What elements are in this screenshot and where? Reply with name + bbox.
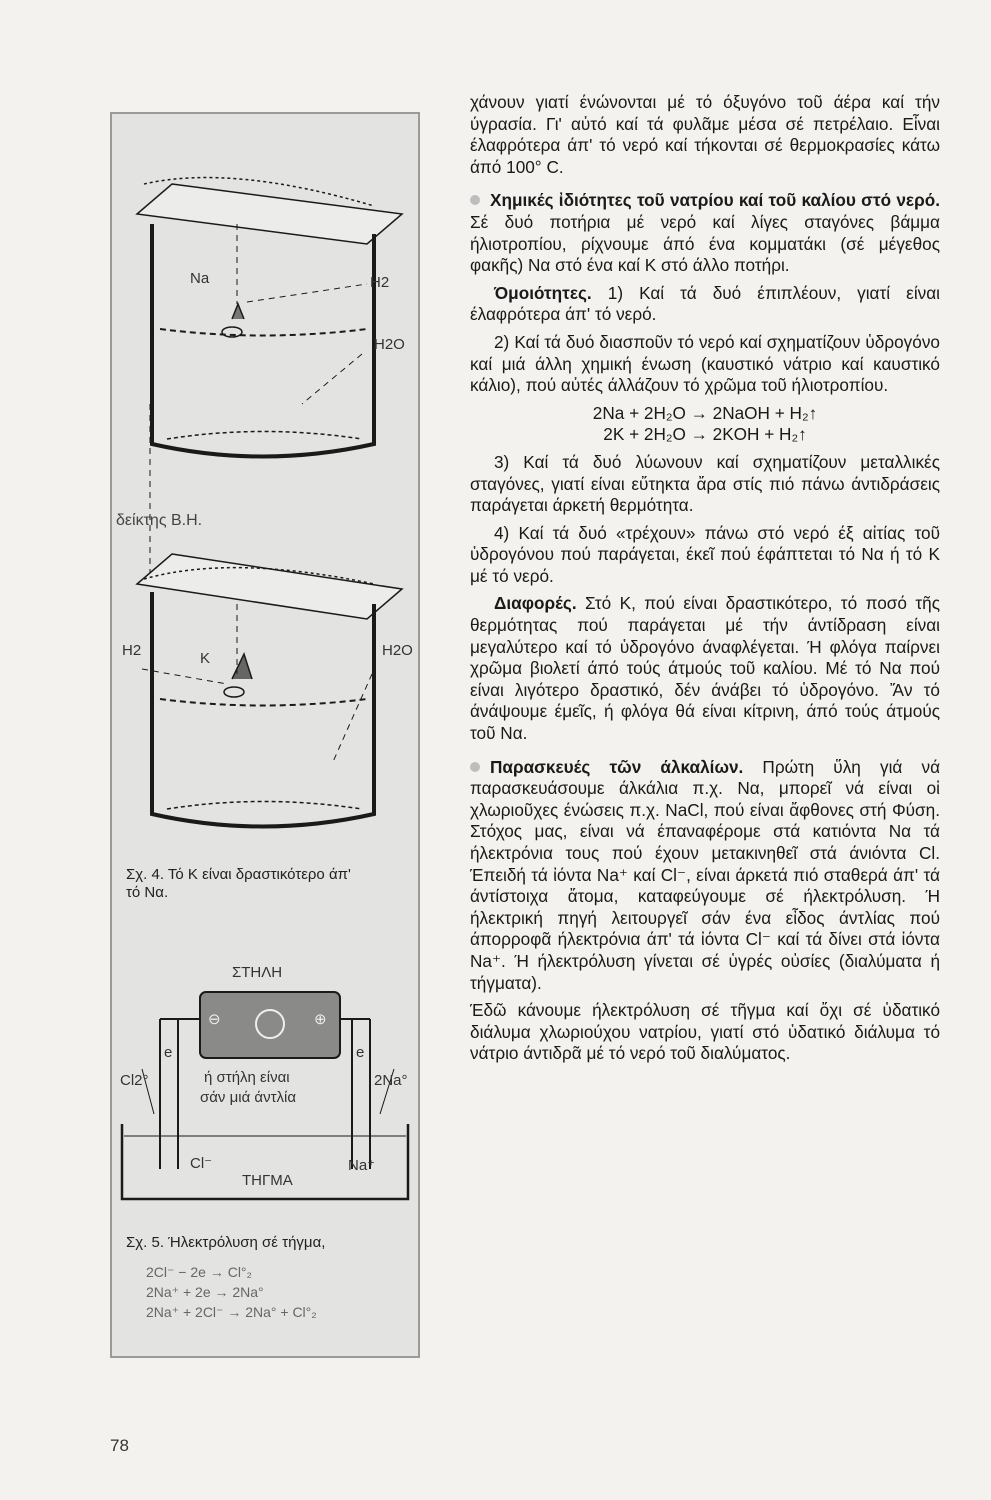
label-h2-top: H2: [370, 274, 390, 291]
h2-pointer-bottom: [142, 669, 227, 684]
chemical-properties-paragraph: [470, 190, 940, 276]
main-text-column: [470, 92, 940, 1071]
intro-paragraph: χάνουν γιατί ένώνονται μέ τό όξυγόνο τοῦ άέρα καί τήν ύγρασία. Γι' αὐτό καί τά φυλᾶμε μέσα σέ πετρέλαιο. Εἶναι έλαφρότερα άπ' τό νερό καί τήκονται σέ θερμοκρασίες κάτω άπό 100° C.: [470, 92, 940, 177]
similarities-item-3: 3) Καί τά δυό λύωνουν καί σχηματίζουν μεταλλικές σταγόνες, γιατί είναι εὔτηκτα ἄρα στίς πιό πάνω άντιδράσεις παράγεται άρκετή θερμότητα.: [470, 451, 940, 516]
glass-plate-bottom: [137, 554, 402, 619]
bullet-icon: [470, 195, 480, 205]
label-pump-line2: σάν μιά άντλία: [200, 1089, 297, 1106]
label-electron-right: e: [356, 1044, 365, 1061]
label-plus: ⊕: [314, 1011, 327, 1028]
preparation-heading: Παρασκευές τῶν άλκαλίων.: [490, 756, 744, 777]
label-electron-left: e: [164, 1044, 173, 1061]
left-electrode: [160, 1019, 200, 1169]
label-melt: ΤΗΓΜΑ: [242, 1172, 293, 1189]
beaker-bottom-top: [167, 432, 362, 440]
right-electrode: [340, 1019, 370, 1169]
figure5-equation-2: 2Na⁺ + 2e → 2Na°: [146, 1284, 264, 1300]
na-flame: [232, 304, 244, 319]
similarities-item-2: 2) Καί τά δυό διασποῦν τό νερό καί σχηματίζουν ὑδρογόνο καί μιά άλλη χημική ένωση (καυστικό νάτριο καί καυστικό κάλιο), πού αὐτές άλλάζουν τό χρῶμα τοῦ ήλιοτροπίου.: [470, 331, 940, 396]
similarities-heading: Όμοιότητες.: [494, 282, 592, 303]
beaker-wall-bottom: [152, 592, 374, 827]
label-battery: ΣΤΗΛΗ: [232, 964, 283, 981]
figure5-equation-3: 2Na⁺ + 2Cl⁻ → 2Na° + Cl°₂: [146, 1304, 317, 1320]
h2o-pointer-bottom: [332, 674, 372, 764]
label-h2o-bottom: H2O: [382, 642, 413, 659]
label-minus: ⊖: [208, 1011, 221, 1028]
figure4-caption-line2: τό Να.: [126, 884, 169, 901]
similarities-item-1: 1) Καί τά δυό έπιπλέουν, γιατί είναι έλαφρότερα άπ' τό νερό.: [470, 282, 940, 325]
similarities-paragraph-1: [470, 283, 940, 326]
differences-heading: Διαφορές.: [494, 593, 577, 614]
figure5-caption: Σχ. 5. Ήλεκτρόλυση σέ τήγμα,: [126, 1234, 326, 1251]
label-na: Na: [190, 270, 210, 287]
preparation-body: Πρώτη ὕλη γιά νά παρασκευάσουμε άλκάλια π.χ. Να, μπορεῖ νά είναι οἱ χλωριοῦχες ένώσεις π.χ. NaCl, πού είναι ἄφθονες στή Φύση. Στόχος μας, είναι νά έπαναφέρομε στά κατιόντα Να τά ήλεκτρόνια τους πού έχουν μετακινηθεῖ στά άνιόντα Cl. Έπειδή τά ἰόντα Na⁺ καί Cl⁻, είναι άρκετά πιό σταθερά άπ' τά άντίστοιχα ἄτομα, καταφεύγουμε σέ ήλεκτρόλυση. Ή ήλεκτρική πηγή λειτουργεῖ σάν ένα εἶδος άντλίας πού άπορροφᾶ ήλεκτρόνια άπ' τά ἰόντα Cl⁻ καί τά δίνει στά ἰόντα Na⁺. Ή ήλεκτρόλυση γίνεται σέ ὑγρές οὐσίες (διαλύματα ή τήγματα).: [470, 756, 941, 993]
equation-k: 2K + 2H₂O → 2KOH + H₂↑: [603, 424, 807, 445]
water-surface-bottom: [160, 699, 367, 706]
figure-panel: [110, 112, 420, 1358]
beaker-k-illustration: [137, 554, 402, 827]
chemical-properties-body: Σέ δυό ποτήρια μέ νερό καί λίγες σταγόνες βάμμα ήλιοτροπίου, ρίχνουμε άπό ένα κομματάκι (σέ μέγεθος φακῆς) Να στό ένα καί Κ στό άλλο ποτήρι.: [470, 211, 940, 276]
label-cl2: Cl2°: [120, 1072, 149, 1089]
chemical-properties-heading: Χημικές ἰδιότητες τοῦ νατρίου καί τοῦ καλίου στό νερό.: [490, 190, 940, 211]
water-surface-top: [160, 329, 367, 336]
label-h2-bottom: H2: [122, 642, 142, 659]
k-piece: [224, 687, 244, 697]
final-paragraph: Έδῶ κάνουμε ήλεκτρόλυση σέ τῆγμα καί ὄχι σέ ὑδατικό διάλυμα χλωριούχου νατρίου, γιατί στό ὑδατικό διάλυμα τό νάτριο άντιδρᾶ μέ τό νερό τοῦ διαλύματος.: [470, 1000, 940, 1064]
label-na-ion: Na⁺: [348, 1157, 376, 1174]
label-cl-ion: Cl⁻: [190, 1155, 213, 1172]
differences-paragraph: [470, 593, 940, 744]
differences-body: Στό Κ, πού είναι δραστικότερο, τό ποσό τῆς θερμότητας πού παράγεται μέ τήν άντίδραση είναι μεγαλύτερο καί τό ὑδρογόνο άναφλέγεται. Ή φλόγα παίρνει χρῶμα βιολετί άπό τούς άτμούς τοῦ καλίου. Μέ τό Να πού είναι λιγότερο δραστικό, δέν άνάβει τό ὑδρογόνο. Ἄν τό άνάψουμε έμεῖς, ή φλόγα θά είναι κίτρινη, άπό τούς άτμούς τοῦ Να.: [470, 593, 940, 744]
figure5-equation-1: 2Cl⁻ − 2e → Cl°₂: [146, 1264, 252, 1280]
label-pump-line1: ή στήλη είναι: [204, 1069, 290, 1086]
similarities-item-4: 4) Καί τά δυό «τρέχουν» πάνω στό νερό έξ αἰτίας τοῦ ὑδρογόνου πού παράγεται, έκεῖ πού έφάπτεται τό Να ή τό Κ μέ τό νερό.: [470, 522, 940, 586]
equation-na: 2Na + 2H₂O → 2NaOH + H₂↑: [592, 402, 818, 423]
figure4-caption: [126, 866, 351, 902]
figure4-caption-line1: Σχ. 4. Τό Κ είναι δραστικότερο άπ': [126, 866, 351, 883]
beaker-wall-top: [152, 224, 374, 457]
page-number: 78: [110, 1436, 129, 1455]
k-flame: [232, 654, 252, 679]
label-k: K: [200, 650, 211, 667]
preparation-paragraph: [470, 757, 940, 995]
bullet-icon: [470, 762, 480, 772]
glass-plate-top: [137, 184, 402, 244]
label-2na: 2Na°: [374, 1072, 408, 1089]
beaker-bottom-bottom: [167, 802, 362, 810]
label-indicator: δείκτης Β.Η.: [116, 512, 203, 529]
h2-pointer-top: [247, 284, 367, 302]
label-h2o-top: H2O: [374, 336, 405, 353]
h2o-pointer-top: [302, 354, 362, 404]
